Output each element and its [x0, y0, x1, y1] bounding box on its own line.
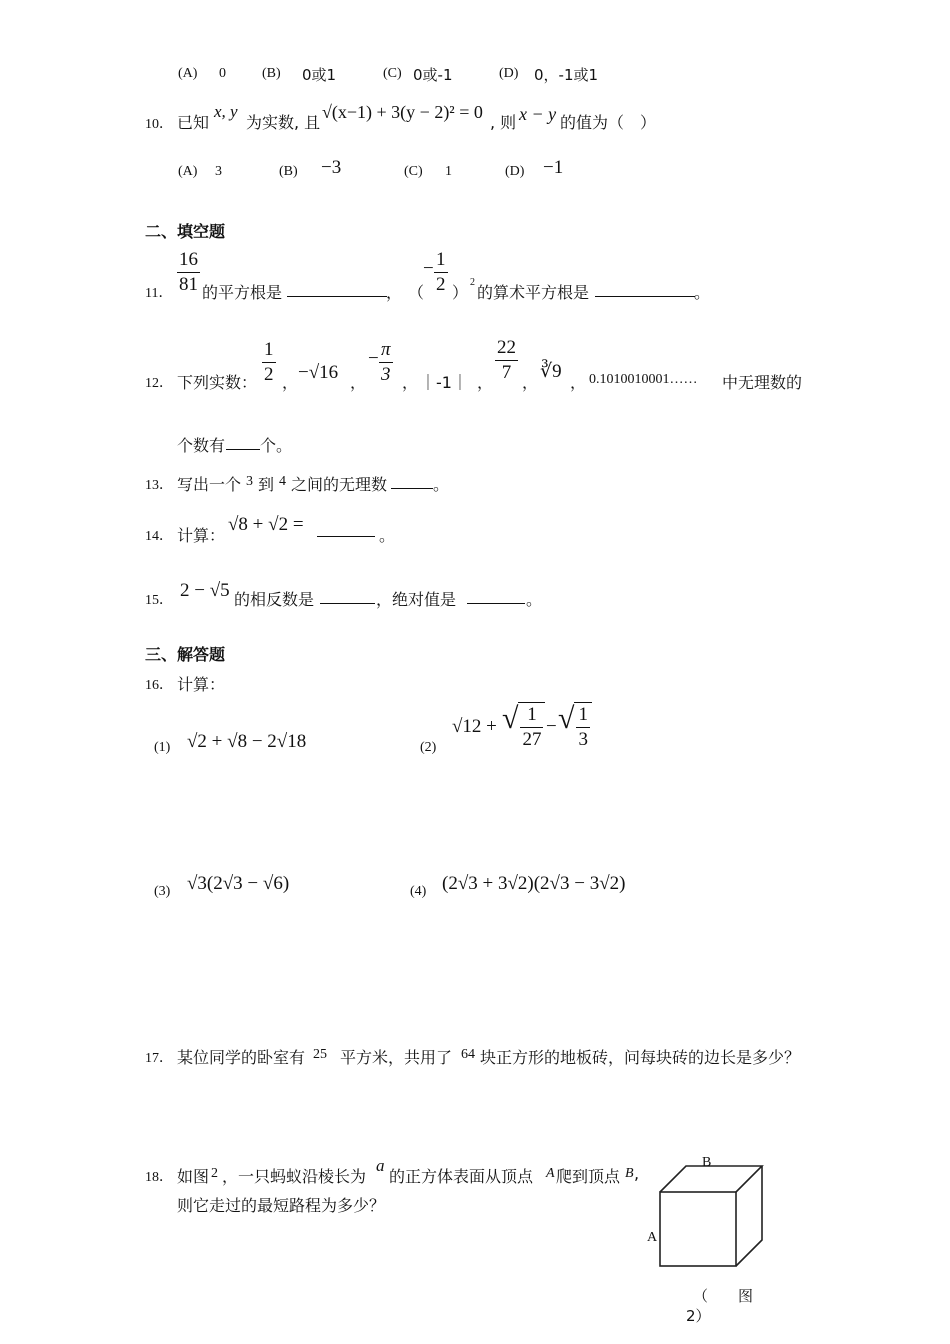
- q9-option-c-label: (C): [383, 66, 402, 81]
- q15-expression: 2 − √5: [180, 580, 230, 601]
- q18-text-c: 的正方体表面从顶点: [389, 1167, 534, 1186]
- q13-num-2: 4: [279, 474, 286, 489]
- q10-text-pre: 已知: [177, 113, 210, 132]
- q17-num-25: 25: [313, 1047, 327, 1062]
- q11-fraction-2-numerator: 1: [434, 248, 448, 273]
- q12-line2-b: 个。: [260, 436, 293, 455]
- q12-neg-sign: −: [368, 348, 379, 369]
- q13-text-c: 之间的无理数: [291, 475, 388, 494]
- q13-text-b: 到: [258, 475, 275, 494]
- q16-part2-f1-numerator: 1: [520, 703, 543, 728]
- q12-text-2: 中无理数的: [722, 373, 803, 392]
- q18-point-a: A: [546, 1166, 555, 1181]
- q12-text-1: 下列实数：: [177, 373, 258, 392]
- q16-part2-sqrt-1-27: √ $\frac{1}{27}$: [502, 702, 545, 752]
- q11-fraction-2: [434, 248, 448, 297]
- q13-num-1: 3: [246, 474, 253, 489]
- q10-option-b-value: −3: [321, 157, 342, 178]
- q10-text-tail: 的值为（ ）: [560, 113, 657, 132]
- q11-fraction-denominator: 81: [179, 274, 198, 295]
- q13-text-a: 写出一个: [177, 475, 242, 494]
- q12-sep-1: ，: [282, 373, 299, 392]
- q16-part2-minus: −: [546, 716, 557, 737]
- q11-answer-blank-2[interactable]: [595, 282, 695, 297]
- q15-answer-blank-2[interactable]: [467, 589, 525, 604]
- q16-part2-f2-denominator: 3: [578, 729, 588, 750]
- q18-fig-num: 2: [211, 1166, 218, 1181]
- section-solve-heading: 三、解答题: [145, 645, 226, 664]
- q9-option-b-value: 0或1: [302, 66, 337, 84]
- q11-exponent: 2: [470, 277, 475, 288]
- q15-text-a: 的相反数是: [234, 590, 315, 609]
- q12-item-abs: ｜-1｜: [420, 373, 468, 392]
- q17-text-c: 块正方形的地板砖，问每块砖的边长是多少？: [480, 1048, 801, 1067]
- figure-caption-line2: 2）: [686, 1307, 711, 1325]
- q18-line-2: 则它走过的最短路程为多少？: [177, 1196, 386, 1215]
- q14-expression: √8 + √2 =: [228, 514, 304, 535]
- q11-paren-open: （: [408, 283, 425, 302]
- q10-option-c-label: (C): [404, 164, 423, 179]
- q16-number: 16．: [145, 678, 173, 693]
- q17-number: 17．: [145, 1051, 173, 1066]
- q11-comma: ，: [386, 283, 403, 302]
- q9-option-a-value: 0: [219, 66, 226, 81]
- q16-part2-term1: √12 +: [452, 716, 497, 737]
- q12-pi-numerator: π: [379, 338, 393, 363]
- q12-sep-5: ，: [522, 373, 539, 392]
- q10-text-post: , 则: [490, 113, 517, 132]
- q9-option-d-value: 0，-1或1: [534, 66, 599, 84]
- q12-half-numerator: 1: [262, 338, 276, 363]
- q11-answer-blank-1[interactable]: [287, 282, 387, 297]
- q17-text-a: 某位同学的卧室有: [177, 1048, 306, 1067]
- q17-num-64: 64: [461, 1047, 475, 1062]
- q12-fraction-22-7: [495, 336, 518, 385]
- q11-number: 11．: [145, 286, 173, 301]
- q12-sep-4: ，: [477, 373, 494, 392]
- q15-answer-blank-1[interactable]: [320, 589, 375, 604]
- q10-option-b-label: (B): [279, 164, 298, 179]
- q12-sep-3: ，: [402, 373, 419, 392]
- q15-number: 15．: [145, 593, 173, 608]
- q9-option-b-label: (B): [262, 66, 281, 81]
- q13-number: 13．: [145, 478, 173, 493]
- q10-option-a-label: (A): [178, 164, 198, 179]
- q18-number: 18．: [145, 1170, 173, 1185]
- q18-text-d: 爬到顶点: [556, 1167, 621, 1186]
- q16-part1-expression: √2 + √8 − 2√18: [187, 731, 307, 752]
- q9-option-d-label: (D): [499, 66, 519, 81]
- q10-option-d-label: (D): [505, 164, 525, 179]
- q12-answer-blank[interactable]: [226, 435, 260, 450]
- q13-end: 。: [433, 475, 450, 494]
- q10-equation: √(x−1) + 3(y − 2)² = 0: [322, 102, 483, 122]
- q12-sep-6: ，: [570, 373, 587, 392]
- q14-text: 计算：: [177, 526, 226, 545]
- cube-right-edge: [736, 1166, 762, 1266]
- q10-option-a-value: 3: [215, 164, 222, 179]
- q16-part2-sqrt-1-3: √ $\frac{1}{3}$: [558, 702, 592, 752]
- q17-text-b: 平方米，共用了: [340, 1048, 453, 1067]
- q12-22-7-numerator: 22: [495, 336, 518, 361]
- q18-var-a: a: [376, 1156, 385, 1175]
- q10-option-c-value: 1: [445, 164, 452, 179]
- section-fill-in-heading: 二、填空题: [145, 222, 226, 241]
- q12-sep-2: ，: [350, 373, 367, 392]
- cube-label-b: B: [702, 1155, 712, 1170]
- q10-text-mid: 为实数, 且: [246, 113, 321, 132]
- q12-item-decimal: 0.1010010001……: [589, 372, 698, 387]
- q16-part2-f1-denominator: 27: [522, 729, 542, 750]
- q12-item-neg-sqrt16: −√16: [298, 362, 339, 383]
- q11-fraction-2-denominator: 2: [436, 274, 446, 295]
- q11-end: 。: [694, 283, 711, 302]
- q10-expression: x − y: [519, 104, 557, 124]
- q9-option-c-value: 0或-1: [413, 66, 453, 84]
- q18-point-b: B: [625, 1166, 634, 1181]
- q16-part3-expression: √3(2√3 − √6): [187, 873, 290, 894]
- q10-vars: x, y: [214, 102, 238, 121]
- q14-end: 。: [379, 526, 396, 545]
- figure-caption-line1: （ 图: [693, 1287, 754, 1305]
- q15-text-b: ，绝对值是: [376, 590, 457, 609]
- q11-paren-close: ）: [452, 283, 469, 302]
- q16-title: 计算：: [177, 675, 226, 694]
- q11-fraction-numerator: 16: [177, 248, 200, 273]
- q18-text-b: ，一只蚂蚁沿棱长为: [222, 1167, 367, 1186]
- q12-fraction-half: [262, 338, 276, 387]
- q11-text-2: 的算术平方根是: [477, 283, 590, 302]
- q16-part4-expression: (2√3 + 3√2)(2√3 − 3√2): [442, 873, 626, 894]
- q12-fraction-pi: [379, 338, 393, 387]
- q11-text-1: 的平方根是: [202, 283, 283, 302]
- q11-neg-sign: −: [423, 258, 434, 279]
- q12-pi-denominator: 3: [381, 364, 391, 385]
- q14-answer-blank[interactable]: [317, 522, 375, 537]
- q16-part3-label: (3): [154, 884, 171, 899]
- q10-number: 10．: [145, 117, 173, 132]
- q14-number: 14．: [145, 529, 173, 544]
- q10-option-d-value: −1: [543, 157, 564, 178]
- q9-option-a-label: (A): [178, 66, 198, 81]
- q12-item-cbrt9: ∛9: [540, 361, 562, 382]
- q12-half-denominator: 2: [264, 364, 274, 385]
- q18-text-e: ,: [634, 1164, 640, 1183]
- cube-front-face: [660, 1192, 736, 1266]
- cube-label-a: A: [647, 1230, 658, 1245]
- q16-part1-label: (1): [154, 740, 171, 755]
- q15-end: 。: [526, 590, 543, 609]
- q16-part4-label: (4): [410, 884, 427, 899]
- q16-part2-label: (2): [420, 740, 437, 755]
- q18-text-a: 如图: [177, 1167, 210, 1186]
- q16-part2-f2-numerator: 1: [576, 703, 590, 728]
- q12-22-7-denominator: 7: [501, 362, 512, 383]
- q12-number: 12．: [145, 376, 173, 391]
- q13-answer-blank[interactable]: [391, 474, 433, 489]
- q12-line2-a: 个数有: [177, 436, 226, 455]
- q11-fraction: [177, 248, 200, 297]
